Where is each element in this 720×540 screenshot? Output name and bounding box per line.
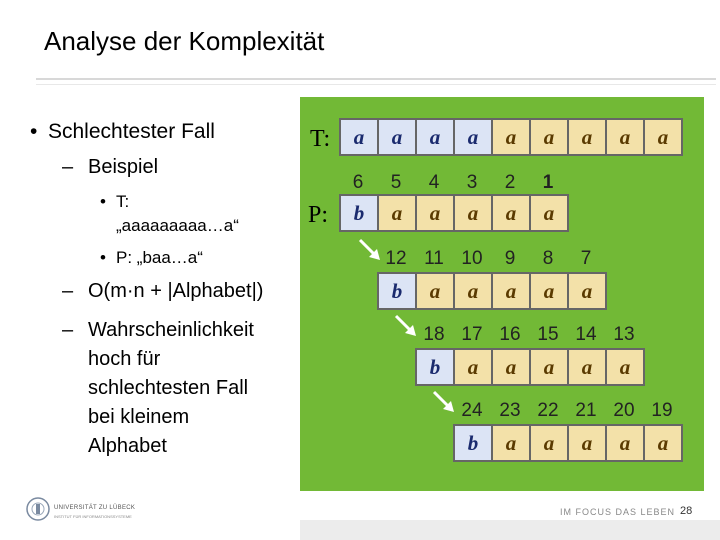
pattern-cell: a: [531, 274, 567, 308]
pattern-cell: a: [455, 274, 491, 308]
count: 23: [499, 400, 521, 421]
text-cell: a: [341, 120, 377, 154]
count: 3: [466, 172, 478, 193]
pattern-cell: a: [493, 196, 529, 230]
count: 19: [651, 400, 673, 421]
text-row: [339, 118, 683, 156]
comparison-counts-3: [415, 324, 643, 346]
pattern-cell: a: [569, 274, 605, 308]
bullet-worst-case: • Schlechtester Fall: [30, 120, 215, 143]
pattern-cell: b: [455, 426, 491, 460]
text-cell: a: [645, 120, 681, 154]
comparison-counts-1: [339, 172, 567, 194]
pattern-cell: a: [493, 350, 529, 384]
pattern-cell: a: [531, 196, 567, 230]
university-name: UNIVERSITÄT ZU LÜBECK: [54, 505, 136, 511]
count: 11: [424, 248, 444, 269]
count: 4: [428, 172, 440, 193]
pattern-cell: a: [645, 426, 681, 460]
subbullet-probability: – Wahrscheinlichkeit hoch für schlechtesten Fall bei kleinem Alphabet: [62, 319, 254, 457]
pattern-cell: a: [493, 426, 529, 460]
pattern-cell: b: [341, 196, 377, 230]
count: 7: [580, 248, 592, 269]
subsubbullet-pattern: • P: „baa…a“: [100, 248, 203, 267]
university-seal-icon: [26, 493, 50, 525]
text-label: T:: [310, 126, 331, 152]
text-cell: a: [531, 120, 567, 154]
pattern-cell: a: [417, 196, 453, 230]
pattern-row-1: [339, 194, 569, 232]
count: 6: [352, 172, 364, 193]
pattern-row-4: [453, 424, 683, 462]
page-number: 28: [680, 505, 693, 517]
count: 18: [423, 324, 445, 345]
slide-title: Analyse der Komplexität: [44, 26, 325, 56]
count: 1: [542, 172, 554, 193]
text-cell: a: [417, 120, 453, 154]
count: 13: [613, 324, 635, 345]
institute-name: INSTITUT FÜR INFORMATIONSSYSTEME: [54, 514, 132, 519]
pattern-cell: a: [569, 426, 605, 460]
title-divider-secondary: [36, 84, 716, 85]
pattern-row-2: [377, 272, 607, 310]
pattern-cell: a: [531, 426, 567, 460]
pattern-cell: a: [455, 196, 491, 230]
pattern-cell: b: [379, 274, 415, 308]
count: 20: [613, 400, 635, 421]
count: 5: [390, 172, 402, 193]
count: 2: [504, 172, 516, 193]
footer-band: [300, 520, 720, 540]
count: 9: [504, 248, 516, 269]
pattern-cell: a: [569, 350, 605, 384]
count: 14: [575, 324, 597, 345]
text-cell: a: [569, 120, 605, 154]
pattern-cell: a: [455, 350, 491, 384]
comparison-counts-2: [377, 248, 605, 270]
pattern-cell: a: [607, 350, 643, 384]
comparison-counts-4: [453, 400, 681, 422]
text-cell: a: [607, 120, 643, 154]
subbullet-complexity: – O(m·n + |Alphabet|): [62, 280, 264, 302]
pattern-cell: a: [493, 274, 529, 308]
pattern-cell: a: [417, 274, 453, 308]
pattern-row-3: [415, 348, 645, 386]
count: 8: [542, 248, 554, 269]
pattern-cell: b: [417, 350, 453, 384]
subbullet-example: – Beispiel: [62, 156, 159, 178]
count: 10: [461, 248, 483, 269]
subsubbullet-text: • T: „aaaaaaaaa…a“: [100, 192, 239, 235]
count: 22: [537, 400, 559, 421]
count: 16: [499, 324, 521, 345]
pattern-label: P:: [308, 202, 329, 228]
text-cell: a: [379, 120, 415, 154]
footer-motto: IM FOCUS DAS LEBEN: [560, 507, 676, 517]
pattern-cell: a: [379, 196, 415, 230]
pattern-cell: a: [607, 426, 643, 460]
title-divider: [36, 78, 716, 80]
count: 12: [385, 248, 407, 269]
text-cell: a: [493, 120, 529, 154]
count: 17: [461, 324, 483, 345]
count: 24: [461, 400, 483, 421]
pattern-cell: a: [531, 350, 567, 384]
count: 15: [537, 324, 559, 345]
text-cell: a: [455, 120, 491, 154]
count: 21: [575, 400, 597, 421]
